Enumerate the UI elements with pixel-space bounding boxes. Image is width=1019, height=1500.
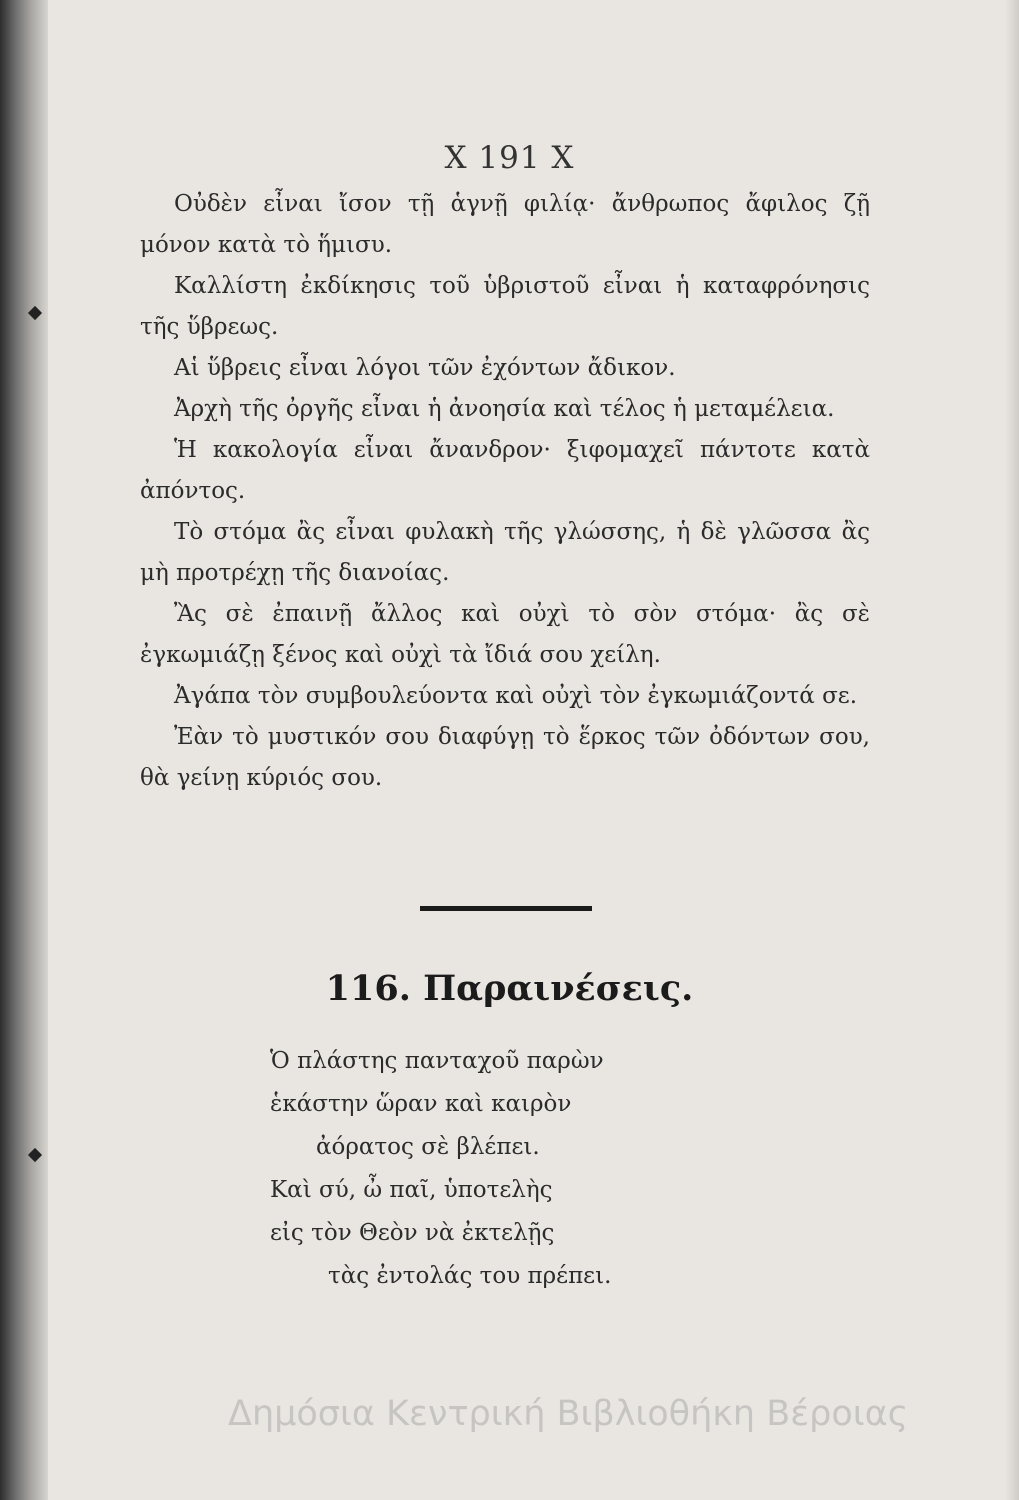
library-watermark: Δημόσια Κεντρική Βιβλιοθήκη Βέροιας	[228, 1394, 909, 1434]
poem-line: ἀόρατος σὲ βλέπει.	[316, 1134, 540, 1160]
poem-line: τὰς ἐντολάς του πρέπει.	[328, 1263, 612, 1289]
maxim-paragraph: Ἀγάπα τὸν συμβουλεύοντα καὶ οὐχὶ τὸν ἐγκωμιάζοντά σε.	[174, 683, 858, 709]
maxim-paragraph: Τὸ στόμα ἂς εἶναι φυλακὴ τῆς γλώσσης, ἡ δὲ γλῶσσα ἂς μὴ προτρέχῃ τῆς διανοίας.	[140, 519, 870, 586]
poem-line: ἑκάστην ὥραν καὶ καιρὸν	[270, 1091, 572, 1117]
maxim-paragraph: Ἡ κακολογία εἶναι ἄνανδρον· ξιφομαχεῖ πάντοτε κατὰ ἀπόντος.	[140, 437, 870, 504]
poem-line: εἰς τὸν Θεὸν νὰ ἐκτελῇς	[270, 1220, 555, 1246]
maxim-paragraph: Ἀρχὴ τῆς ὀργῆς εἶναι ἡ ἀνοησία καὶ τέλος ἡ μεταμέλεια.	[174, 396, 835, 422]
book-spine-shadow	[0, 0, 48, 1500]
poem	[270, 1040, 770, 1298]
maxim-paragraph: Ἐὰν τὸ μυστικόν σου διαφύγῃ τὸ ἕρκος τῶν ὀδόντων σου, θὰ γείνῃ κύριός σου.	[140, 724, 870, 791]
section-title: 116. Παραινέσεις.	[325, 968, 694, 1009]
poem-line: Ὁ πλάστης πανταχοῦ παρὼν	[270, 1048, 604, 1074]
prose-block	[140, 184, 870, 799]
maxim-paragraph: Ἂς σὲ ἐπαινῇ ἄλλος καὶ οὐχὶ τὸ σὸν στόμα· ἂς σὲ ἐγκωμιάζῃ ξένος καὶ οὐχὶ τὰ ἴδιά σου χείλη.	[140, 601, 870, 668]
poem-line: Καὶ σύ, ὦ παῖ, ὑποτελὴς	[270, 1177, 553, 1203]
section-divider	[420, 906, 592, 911]
maxim-paragraph: Αἱ ὕβρεις εἶναι λόγοι τῶν ἐχόντων ἄδικον.	[174, 355, 676, 381]
maxim-paragraph: Οὐδὲν εἶναι ἴσον τῇ ἁγνῇ φιλίᾳ· ἄνθρωπος ἄφιλος ζῇ μόνον κατὰ τὸ ἥμισυ.	[140, 191, 870, 258]
maxim-paragraph: Καλλίστη ἐκδίκησις τοῦ ὑβριστοῦ εἶναι ἡ καταφρόνησις τῆς ὕβρεως.	[140, 273, 870, 340]
page-edge	[1005, 0, 1019, 1500]
page-number: Χ 191 Χ	[444, 140, 575, 176]
